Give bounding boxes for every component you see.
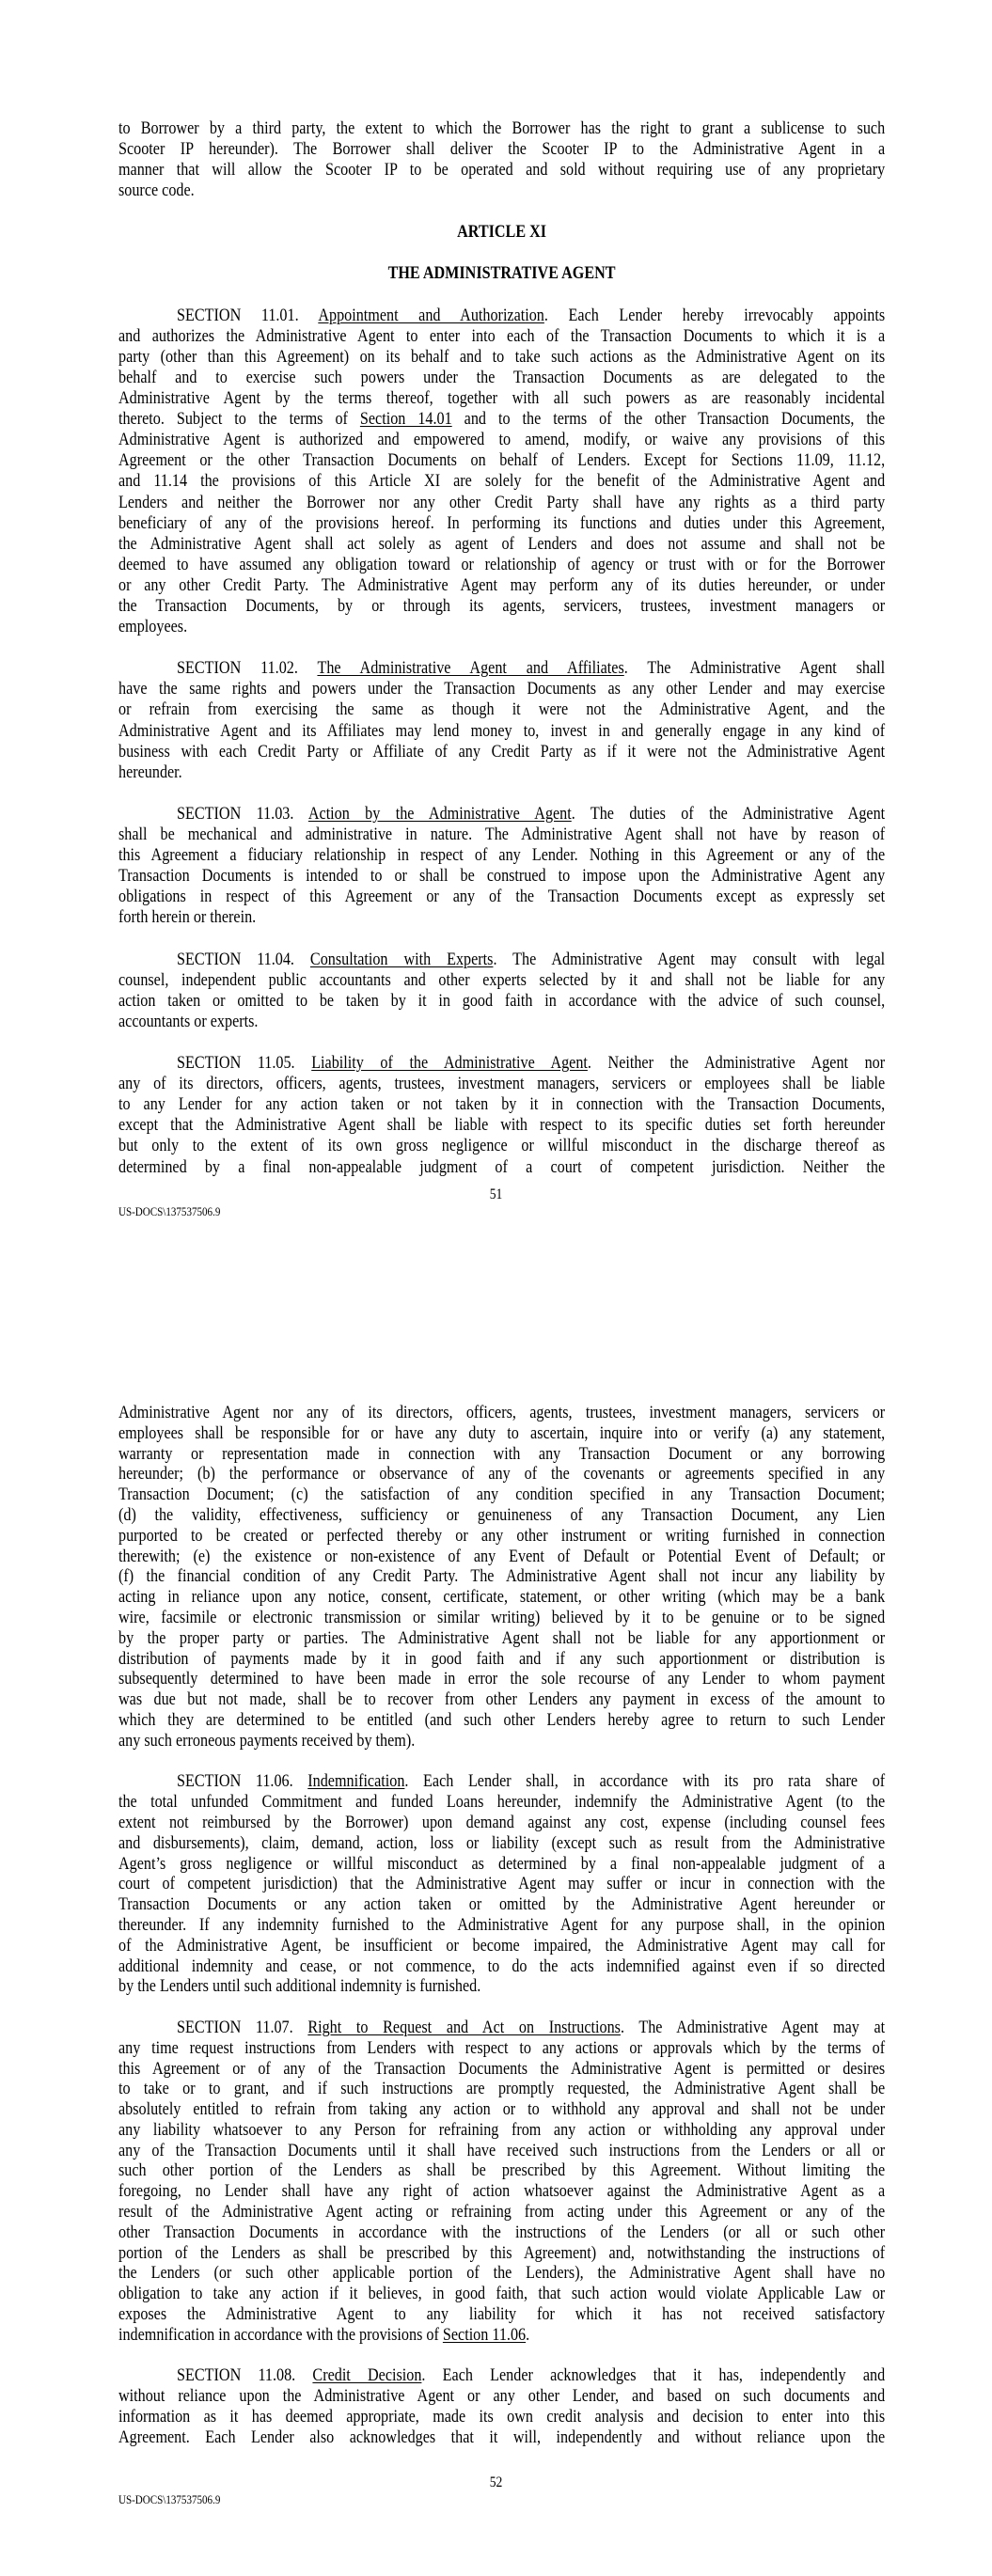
text-segment: . The Administrative Agent may at: [620, 2017, 886, 2037]
text-line: (f) the financial condition of any Credit Party. The Administrative Agent shall not incur any liability by: [118, 1566, 886, 1587]
section-heading: Credit Decision: [312, 2365, 422, 2386]
text-line: court of competent jurisdiction) that the Administrative Agent may suffer or incur in connection with the: [118, 1874, 886, 1894]
text-line: subsequently determined to have been made in error the sole recourse of any Lender to whom payment: [118, 1669, 886, 1689]
page-body: [118, 1403, 885, 2468]
text-line: source code.: [118, 181, 195, 201]
text-line: any time request instructions from Lenders with respect to any actions or approvals which by the terms of: [118, 2037, 886, 2058]
text-line: [118, 950, 885, 970]
text-line: any of the Transaction Documents until it shall have received such instructions from the Lenders or all or: [118, 2140, 886, 2160]
page-number: 51: [489, 1186, 503, 1202]
text-segment: and to the terms of the other Transaction Documents, the: [451, 409, 886, 430]
section-heading: Indemnification: [307, 1771, 405, 1792]
text-line: and authorizes the Administrative Agent to enter into each of the Transaction Documents to which it is a: [118, 325, 886, 346]
text-line: this Agreement a fiduciary relationship in respect of any Lender. Nothing in this Agreement or any of the: [118, 845, 886, 866]
text-line: by the proper party or parties. The Administrative Agent shall not be liable for any apportionment or: [118, 1627, 886, 1648]
text-line: [118, 306, 885, 326]
text-line: Administrative Agent is authorized and empowered to amend, modify, or waive any provisions of this: [118, 430, 886, 450]
text-line: purported to be created or perfected thereby or any other instrument or writing furnished in connection: [118, 1525, 886, 1546]
text-line: obligation to take any action if it believes, in good faith, that such action would violate Applicable Law or: [118, 2284, 886, 2304]
text-segment: SECTION 11.07.: [177, 2017, 308, 2037]
text-line: beneficiary of any of the provisions hereof. In performing its functions and duties under this Agreement,: [118, 512, 886, 533]
text-segment: SECTION 11.02.: [177, 658, 318, 679]
text-line: Administrative Agent nor any of its directors, officers, agents, trustees, investment managers, servicers or: [118, 1403, 886, 1422]
text-line: Agreement or the other Transaction Documents on behalf of Lenders. Except for Sections 11.09, 11.12,: [118, 450, 886, 471]
document-id-footer: US-DOCS\137537506.9: [118, 1204, 221, 1218]
text-segment: thereto. Subject to the terms of: [118, 409, 360, 430]
text-line: which they are determined to be entitled (and such other Lenders hereby agree to return to such Lender: [118, 1709, 886, 1730]
text-segment: . Each Lender acknowledges that it has, independently and: [421, 2365, 886, 2386]
text-line: any such erroneous payments received by them).: [118, 1730, 416, 1751]
text-line: [118, 409, 885, 430]
section-paragraph: [118, 950, 885, 1032]
text-line: and disbursements), claim, demand, action, loss or liability (except such as result from the Administrative: [118, 1832, 886, 1853]
text-line: thereunder. If any indemnity furnished to the Administrative Agent for any purpose shall, in the opinion: [118, 1914, 886, 1935]
text-line: warranty or representation made in connection with any Transaction Document or any borrowing: [118, 1443, 886, 1464]
text-segment: . Neither the Administrative Agent nor: [587, 1053, 886, 1074]
page-number: 52: [489, 2474, 503, 2490]
text-segment: SECTION 11.05.: [177, 1053, 312, 1074]
text-line: but only to the extent of its own gross negligence or willful misconduct in the discharge thereof as: [118, 1136, 886, 1156]
section-heading: Liability of the Administrative Agent: [311, 1053, 588, 1074]
text-line: determined by a final non-appealable judgment of a court of competent jurisdiction. Neither the: [118, 1156, 886, 1177]
text-line: party (other than this Agreement) on its behalf and to take such actions as the Administrative Agent on its: [118, 346, 886, 367]
text-segment: SECTION 11.06.: [177, 1771, 308, 1792]
section-heading: Right to Request and Act on Instructions: [307, 2017, 621, 2037]
text-segment: . The duties of the Administrative Agent: [571, 803, 886, 824]
text-line: [118, 2365, 885, 2386]
text-line: portion of the Lenders as shall be prescribed by this Agreement) and, notwithstanding the instructions of: [118, 2242, 886, 2263]
text-line: any of its directors, officers, agents, trustees, investment managers, servicers or employees shall be liable: [118, 1074, 886, 1094]
page-52: [0, 1288, 992, 2576]
text-line: [118, 2325, 885, 2346]
text-line: Transaction Documents or any action taken or omitted by the Administrative Agent hereunder or: [118, 1894, 886, 1915]
text-line: employees shall be responsible for or have any duty to ascertain, inquire into or verify (a) any statement,: [118, 1422, 886, 1443]
text-line: result of the Administrative Agent acting or refraining from acting under this Agreement or any of the: [118, 2202, 886, 2223]
body-paragraph: [118, 1403, 885, 1751]
section-cross-reference: Section 11.06: [442, 2324, 527, 2345]
text-line: information as it has deemed appropriate, made its own credit analysis and decision to enter into this: [118, 2407, 886, 2427]
article-title: THE ADMINISTRATIVE AGENT: [387, 262, 616, 283]
text-line: Administrative Agent and its Affiliates may lend money to, invest in and generally engage in any kind of: [118, 720, 886, 741]
text-line: hereunder.: [118, 762, 182, 782]
text-line: by the Lenders until such additional indemnity is furnished.: [118, 1976, 481, 1997]
text-segment: . Each Lender shall, in accordance with its pro rata share of: [404, 1771, 886, 1792]
text-line: distribution of payments made by it in good faith and if any such apportionment or distribution is: [118, 1648, 886, 1669]
text-line: to any Lender for any action taken or not taken by it in connection with the Transaction Documents,: [118, 1094, 886, 1115]
text-segment: . The Administrative Agent shall: [623, 658, 886, 679]
text-line: hereunder; (b) the performance or observance of any of the covenants or agreements specified in any: [118, 1464, 886, 1484]
text-line: [118, 658, 885, 679]
article-heading: ARTICLE XI: [457, 222, 547, 243]
section-cross-reference: Section 14.01: [359, 409, 452, 430]
section-paragraph: [118, 804, 885, 929]
text-line: action taken or omitted to be taken by it in good faith in accordance with the advice of such counsel,: [118, 990, 886, 1011]
text-line: absolutely entitled to refrain from taking any action or to withhold any approval and shall not be under: [118, 2099, 886, 2120]
text-segment: SECTION 11.08.: [177, 2365, 313, 2386]
text-line: Agreement. Each Lender also acknowledges that it will, independently and without reliance upon the: [118, 2427, 886, 2447]
text-line: wire, facsimile or electronic transmission or similar writing) believed by it to be genuine or to be signed: [118, 1607, 886, 1627]
text-line: or any other Credit Party. The Administrative Agent may perform any of its duties hereunder, or under: [118, 574, 886, 595]
text-line: (d) the validity, effectiveness, sufficiency or genuineness of any Transaction Document, any Lien: [118, 1504, 886, 1525]
text-line: Scooter IP hereunder). The Borrower shall deliver the Scooter IP to the Administrative Agent in a: [118, 139, 886, 160]
text-line: therewith; (e) the existence or non-existence of any Event of Default or Potential Event of Default; or: [118, 1546, 886, 1566]
text-segment: SECTION 11.04.: [177, 949, 310, 969]
text-line: foregoing, no Lender shall have any right of action whatsoever against the Administrative Agent as a: [118, 2181, 886, 2202]
text-line: [118, 2018, 885, 2038]
text-line: Transaction Document; (c) the satisfaction of any condition specified in any Transaction Document;: [118, 1484, 886, 1505]
text-segment: .: [526, 2324, 530, 2345]
section-paragraph: [118, 2018, 885, 2346]
section-paragraph: [118, 658, 885, 783]
section-paragraph: [118, 306, 885, 638]
text-line: obligations in respect of this Agreement or any of the Transaction Documents except as expressly set: [118, 887, 886, 907]
text-segment: . The Administrative Agent may consult with legal: [493, 949, 886, 969]
section-paragraph: [118, 1053, 885, 1178]
text-line: and 11.14 the provisions of this Article XI are solely for the benefit of the Administrative Agent and: [118, 471, 886, 492]
text-line: [118, 1771, 885, 1792]
text-line: shall be mechanical and administrative in nature. The Administrative Agent shall not have by reason of: [118, 825, 886, 844]
text-line: accountants or experts.: [118, 1011, 259, 1031]
document-id-footer: US-DOCS\137537506.9: [118, 2492, 221, 2506]
text-line: this Agreement or of any of the Transaction Documents the Administrative Agent is permitted or desires: [118, 2058, 886, 2079]
text-line: manner that will allow the Scooter IP to be operated and sold without requiring use of any proprietary: [118, 160, 886, 181]
text-line: business with each Credit Party or Affiliate of any Credit Party as if it were not the Administrative Agent: [118, 741, 886, 762]
text-line: counsel, independent public accountants and other experts selected by it and shall not be liable for any: [118, 969, 886, 990]
text-line: any liability whatsoever to any Person for refraining from any action or withholding any approval under: [118, 2119, 886, 2140]
text-line: [118, 804, 885, 825]
text-line: the Lenders (or such other applicable portion of the Lenders), the Administrative Agent shall have no: [118, 2263, 886, 2284]
section-heading: Appointment and Authorization: [318, 305, 544, 325]
text-line: [118, 1053, 885, 1074]
text-line: the total unfunded Commitment and funded Loans hereunder, indemnify the Administrative Agent (to the: [118, 1792, 886, 1813]
text-segment: indemnification in accordance with the provisions of: [118, 2324, 443, 2345]
text-line: additional indemnity and cease, or not commence, to do the acts indemnified against even if so directed: [118, 1956, 886, 1976]
page-body: [118, 118, 885, 1199]
section-heading: Action by the Administrative Agent: [307, 803, 572, 824]
text-line: the Administrative Agent shall act solely as agent of Lenders and does not assume and shall not be: [118, 533, 886, 554]
text-line: to take or to grant, and if such instructions are promptly requested, the Administrative Agent shall be: [118, 2079, 886, 2099]
text-line: Administrative Agent by the terms thereof, together with all such powers as are reasonably incidental: [118, 388, 886, 409]
section-paragraph: [118, 1771, 885, 1997]
text-line: Lenders and neither the Borrower nor any other Credit Party shall have any rights as a third party: [118, 492, 886, 512]
section-paragraph: [118, 2365, 885, 2447]
section-heading: The Administrative Agent and Affiliates: [317, 658, 624, 679]
text-line: extent not reimbursed by the Borrower) upon demand against any cost, expense (including counsel fees: [118, 1812, 886, 1832]
text-line: other Transaction Documents in accordance with the instructions of the Lenders (or all or such other: [118, 2222, 886, 2242]
section-heading: Consultation with Experts: [309, 949, 494, 969]
text-line: have the same rights and powers under the Transaction Documents as any other Lender and may exercise: [118, 679, 886, 699]
text-line: of the Administrative Agent, be insufficient or become impaired, the Administrative Agent may call for: [118, 1935, 886, 1956]
text-line: exposes the Administrative Agent to any liability for which it has not received satisfactory: [118, 2304, 886, 2325]
text-line: Agent’s gross negligence or willful misconduct as determined by a final non-appealable judgment of a: [118, 1853, 886, 1874]
text-segment: . Each Lender hereby irrevocably appoints: [543, 305, 886, 325]
text-line: except that the Administrative Agent shall be liable with respect to its specific duties set forth hereunder: [118, 1115, 886, 1136]
text-line: Transaction Documents is intended to or shall be construed to impose upon the Administrative Agent any: [118, 866, 886, 887]
text-line: behalf and to exercise such powers under the Transaction Documents as are delegated to the: [118, 367, 886, 387]
text-line: deemed to have assumed any obligation toward or relationship of agency or trust with or for the Borrower: [118, 554, 886, 574]
text-line: or refrain from exercising the same as though it were not the Administrative Agent, and the: [118, 699, 886, 720]
text-line: acting in reliance upon any notice, consent, certificate, statement, or other writing (which may be a bank: [118, 1587, 886, 1608]
text-line: was due but not made, shall be to recover from other Lenders any payment in excess of the amount to: [118, 1689, 886, 1710]
text-line: the Transaction Documents, by or through its agents, servicers, trustees, investment managers or: [118, 595, 886, 616]
text-line: without reliance upon the Administrative Agent or any other Lender, and based on such documents and: [118, 2386, 886, 2407]
text-line: forth herein or therein.: [118, 907, 257, 928]
text-line: employees.: [118, 617, 188, 637]
text-line: to Borrower by a third party, the extent to which the Borrower has the right to grant a sublicense to such: [118, 118, 886, 138]
text-segment: SECTION 11.01.: [177, 305, 319, 325]
text-segment: SECTION 11.03.: [177, 803, 308, 824]
body-paragraph: [118, 118, 885, 201]
text-line: such other portion of the Lenders as shall be prescribed by this Agreement. Without limiting the: [118, 2160, 886, 2181]
